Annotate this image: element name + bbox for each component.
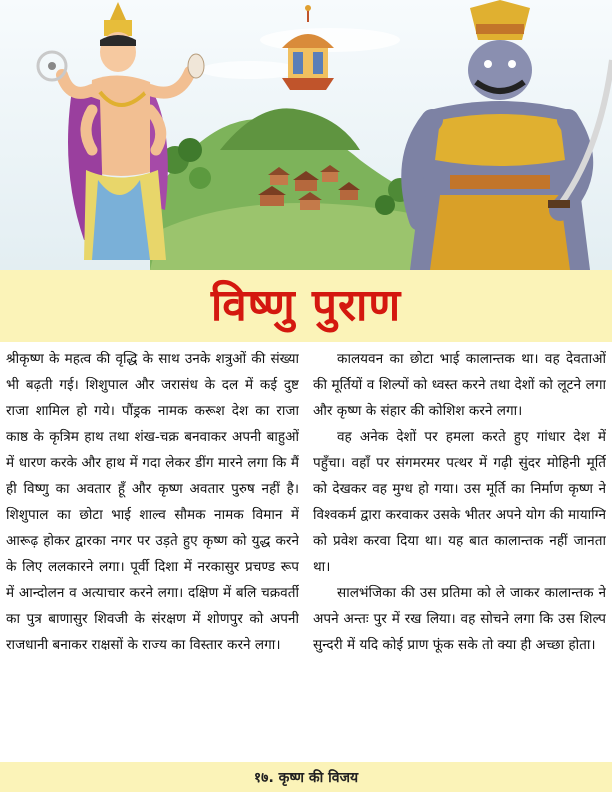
right-column [313, 346, 606, 758]
page-title: विष्णु पुराण [210, 280, 402, 331]
title-band [0, 270, 612, 342]
paragraph: वह अनेक देशों पर हमला करते हुए गांधार देश में पहुँचा। वहाँ पर संगमरमर पत्थर में गढ़ी सुंदर मोहिनी मूर्ति को देखकर वह मुग्ध हो गया। उस मूर्ति का निर्माण कृष्ण ने विश्वकर्म द्वारा करवाकर उसके भीतर अपने योग की मायाग्नि को प्रवेश करवा दिया था। यह बात कालान्तक नहीं जानता था। [313, 429, 606, 575]
left-column [6, 346, 299, 758]
paragraph: श्रीकृष्ण के महत्व की वृद्धि के साथ उनके शत्रुओं की संख्या भी बढ़ती गई। शिशुपाल और जरासंध के दल में कई दुष्ट राजा शामिल हो गये। पौंड्रक नामक करूश देश का राजा काष्ठ के कृत्रिम हाथ तथा शंख-चक्र बनवाकर अपनी बाहुओं में धारण करके और हाथ में गदा लेकर डींग मारने लगा कि मैं ही विष्णु का अवतार हूँ और कृष्ण अवतार पुरुष नहीं है। शिशुपाल का छोटा भाई शाल्व सौमक नामक विमान में आरूढ़ होकर द्वारका नगर पर उड़ते हुए कृष्ण को युद्ध करने के लिए ललकारने लगा। पूर्वी दिशा में नरकासुर प्रचण्ड रूप में आन्दोलन व अत्याचार करने लगा। दक्षिण में बलि चक्रवर्ती का पुत्र बाणासुर शिवजी के संरक्षण में शोणपुर को अपनी राजधानी बनाकर राक्षसों के राज्य का विस्तार करने लगा। [6, 351, 299, 653]
chapter-title: १७. कृष्ण की विजय [253, 769, 359, 786]
chapter-footer [0, 762, 612, 792]
illustration-svg [0, 0, 612, 270]
cloud [200, 61, 300, 79]
text-columns [6, 346, 606, 758]
paragraph: कालयवन का छोटा भाई कालान्तक था। वह देवताओं की मूर्तियों व शिल्पों को ध्वस्त करने तथा देशों को लूटने लगा और कृष्ण के संहार की कोशिश करने लगा। [313, 351, 606, 419]
paragraph: सालभंजिका की उस प्रतिमा को ले जाकर कालान्तक ने अपने अन्तः पुर में रख लिया। वह सोचने लगा कि उस शिल्प सुन्दरी में यदि कोई प्राण फूंक सके तो क्या ही अच्छा होता। [313, 585, 606, 653]
cloud [260, 28, 400, 52]
cover-illustration [0, 0, 612, 270]
